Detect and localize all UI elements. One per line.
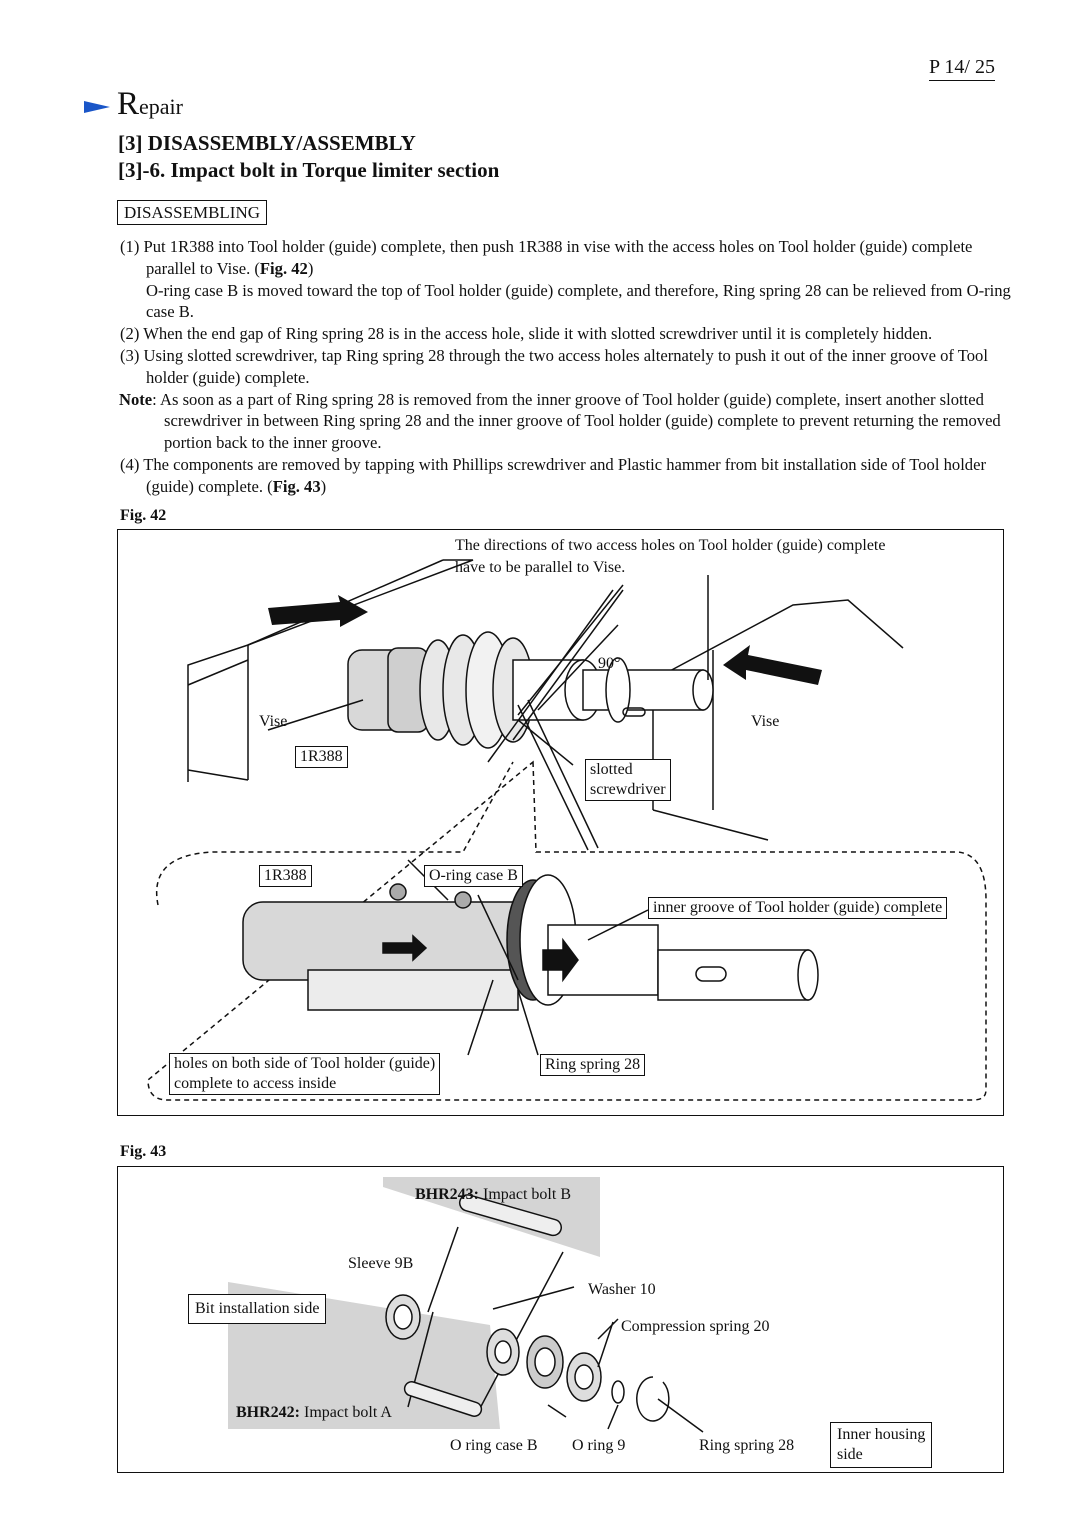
screwdriver-label: slotted screwdriver <box>585 759 671 801</box>
fig42-caption-1: The directions of two access holes on Tool holder (guide) complete <box>455 537 886 554</box>
part-1r388-top: 1R388 <box>295 746 348 768</box>
oring9-label: O ring 9 <box>572 1437 626 1454</box>
heading-impact-bolt: [3]-6. Impact bolt in Torque limiter section <box>118 158 500 182</box>
oring-case-label: O ring case B <box>450 1437 538 1454</box>
fig42-drawing <box>118 530 1005 1117</box>
vise-right-label: Vise <box>751 713 780 730</box>
step-4: (4) The components are removed by tapping with Phillips screwdriver and Plastic hammer from bit installation side of Tool holder (guide) complete. (Fig. 43) <box>120 454 986 496</box>
step-1: (1) Put 1R388 into Tool holder (guide) complete, then push 1R388 in vise with the access holes on Tool holder (guide) complete parallel to Vise. (Fig. 42) <box>120 237 973 278</box>
sleeve-label: Sleeve 9B <box>348 1255 414 1272</box>
inner-groove-label: inner groove of Tool holder (guide) complete <box>648 897 947 919</box>
step-2: (2) When the end gap of Ring spring 28 is in the access hole, slide it with slotted screwdriver until it is completely hidden. <box>120 324 933 344</box>
step-1-detail: O-ring case B is moved toward the top of Tool holder (guide) complete, and therefore, Ring spring 28 can be relieved from O-ring case B. <box>146 280 1011 322</box>
page-number: P 14/ 25 <box>929 56 995 81</box>
angle-label: 90° <box>598 655 621 672</box>
fig42-caption-2: have to be parallel to Vise. <box>455 559 626 576</box>
step-3: (3) Using slotted screwdriver, tap Ring spring 28 through the two access holes alternately to push it out of the inner groove of Tool holder (guide) complete. <box>120 345 988 387</box>
holes-label: holes on both side of Tool holder (guide) complete to access inside <box>169 1053 440 1095</box>
instructions <box>120 236 1020 498</box>
fig42-frame <box>117 529 1004 1116</box>
part-1r388-detail: 1R388 <box>259 865 312 887</box>
fig43-label: Fig. 43 <box>120 1143 167 1160</box>
bhr242-label: BHR242: Impact bolt A <box>236 1404 392 1421</box>
ring-spring-43-label: Ring spring 28 <box>699 1437 795 1454</box>
disassembling-label: DISASSEMBLING <box>117 200 267 225</box>
inner-housing-label: Inner housing side <box>830 1422 932 1468</box>
fig42-label: Fig. 42 <box>120 507 167 524</box>
bhr243-label: BHR243: Impact bolt B <box>415 1186 571 1203</box>
comp-spring-label: Compression spring 20 <box>621 1318 770 1335</box>
section-arrow-icon <box>84 99 110 115</box>
bit-side-label: Bit installation side <box>188 1294 326 1324</box>
oring-case-b-label: O-ring case B <box>424 865 523 887</box>
section-title: Repair <box>117 86 183 122</box>
washer-label: Washer 10 <box>588 1281 656 1298</box>
vise-left-label: Vise <box>259 713 288 730</box>
fig43-frame <box>117 1166 1004 1473</box>
note: Note: As soon as a part of Ring spring 28 is removed from the inner groove of Tool holder (guide) complete, insert another slotted screwdriver in between Ring spring 28 and the inner groove of Tool holder (guide) complete to prevent returning the removed portion back to the inner groove. <box>119 389 1001 453</box>
ring-spring-label: Ring spring 28 <box>540 1054 645 1076</box>
heading-disassembly: [3] DISASSEMBLY/ASSEMBLY <box>118 131 416 155</box>
